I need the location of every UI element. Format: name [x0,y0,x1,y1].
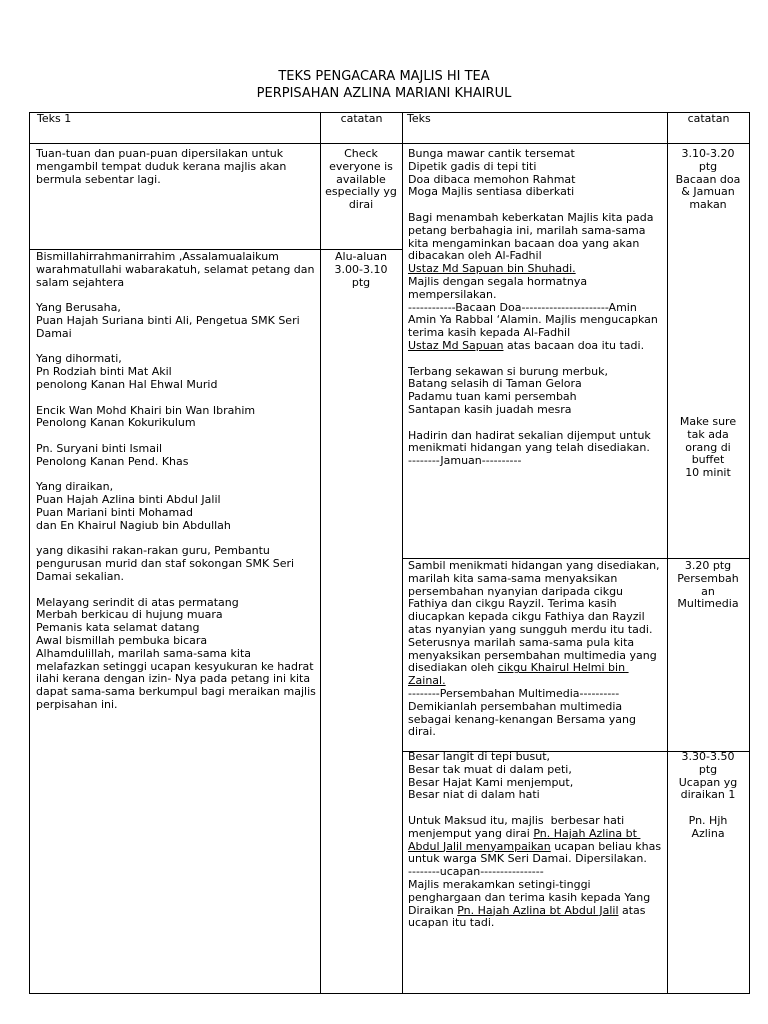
left-row1-note: Check everyone is available especially yg dirai [325,147,401,212]
right-block2-text [408,560,663,739]
right-block1-text [408,148,663,468]
right-block1-pantun1: Bunga mawar cantik tersemat Dipetik gadis di tepi titi Doa dibaca memohon Rahmat Moga Majlis sentiasa diberkati [408,147,576,199]
right-block3-note: 3.30-3.50 ptg Ucapan yg diraikan 1 Pn. Hjh Azlina [678,750,738,840]
right-block1-ustaz2: Ustaz Md Sapuan [408,338,504,352]
right-block3-para2-tail: atas ucapan itu tadi. [408,903,650,930]
table-divider-3 [667,112,668,994]
header-teks: Teks [407,112,431,125]
left-row1-text: Tuan-tuan dan puan-puan dipersilakan untuk mengambil tempat duduk kerana majlis akan bermula sebentar lagi. [36,147,290,186]
right-block3-text [408,751,663,930]
table-divider-1 [320,112,321,994]
right-block2-para2: --------Persembahan Multimedia---------- Demikianlah persembahan multimedia sebagai kenang-kenangan Bersama yang dirai. [408,686,636,739]
header-teks-1: Teks 1 [37,112,72,125]
left-row2-text: Bismillahirrahmanirrahim ,Assalamualaikum warahmatullahi wabarakatuh, selamat petang dan salam sejahtera Yang Berusaha, Puan Hajah Suriana binti Ali, Pengetua SMK Seri Damai Yang dihormati, Pn Rodziah binti Mat Akil penolong Kanan Hal Ehwal Murid Encik Wan Mohd Khairi bin Wan Ibrahim Penolong Kanan Kokurikulum Pn. Suryani binti Ismail Penolong Kanan Pend. Khas Yang diraikan, Puan Hajah Azlina binti Abdul Jalil Puan Mariani binti Mohamad dan En Khairul Nagiub bin Abdullah yang dikasihi rakan-rakan guru, Pembantu pengurusan murid dan staf sokongan SMK Seri Damai sekalian. Melayang serindit di atas permatang Merbah berkicau di hujung muara Pemanis kata selamat datang Awal bismillah pembuka bicara Alhamdulillah, marilah sama-sama kita melafazkan setinggi ucapan kesyukuran ke hadrat ilahi kerana dengan izin- Nya pada petang ini kita dapat sama-sama berkumpul bagi meraikan majlis perpisahan ini. [36,250,316,711]
table-border-right [749,112,750,994]
right-block2-note: 3.20 ptg Persembah an Multimedia [677,559,739,611]
document-title [0,68,768,102]
right-block1-para2: Majlis dengan segala hormatnya mempersilakan. ------------Bacaan Doa----------------------Amin Amin Ya Rabbal ‘Alamin. Majlis mengucapkan terima kasih kepada Al-Fadhil [408,274,658,340]
header-divider [29,143,750,144]
right-block1-pantun2: Terbang sekawan si burung merbuk, Batang selasih di Taman Gelora Padamu tuan kami persembah Santapan kasih juadah mesra [408,364,608,416]
right-block3-para1-tail: ucapan beliau khas untuk warga SMK Seri Damai. Dipersilakan. --------ucapan---------------- Majlis merakamkan setingi-tinggi penghargaan dan terima kasih kepada Yang Diraikan [408,839,662,917]
right-block3-name2: Pn. Hajah Azlina bt Abdul Jalil [457,903,619,917]
right-block1-ustaz1: Ustaz Md Sapuan bin Shuhadi. [408,262,576,276]
title-line-2: PERPISAHAN AZLINA MARIANI KHAIRUL [256,86,512,101]
right-block2-name: cikgu Khairul Helmi bin Zainal. [408,661,629,688]
table-border-left [29,112,30,994]
right-block3-name1: Pn. Hajah Azlina bt Abdul Jalil menyampaikan [408,826,641,853]
right-block3-pantun: Besar langit di tepi busut, Besar tak muat di dalam peti, Besar Hajat Kami menjemput, Besar niat di dalam hati [408,750,574,802]
header-catatan-right: catatan [687,112,730,125]
right-block1-para1: Bagi menambah keberkatan Majlis kita pada petang berbahagia ini, marilah sama-sama kita mengaminkan bacaan doa yang akan dibacakan oleh Al-Fadhil [408,210,657,263]
right-block1-para2-tail: atas bacaan doa itu tadi. [503,338,645,352]
header-catatan-left: catatan [340,112,383,125]
table-border-bottom [29,993,750,994]
title-line-1: TEKS PENGACARA MAJLIS HI TEA [278,69,490,84]
right-block1-note-top: 3.10-3.20 ptg Bacaan doa & Jamuan makan [675,147,741,212]
right-block2-para1: Sambil menikmati hidangan yang disediakan, marilah kita sama-sama menyaksikan persembahan nyanyian daripada cikgu Fathiya dan cikgu Rayzil. Terima kasih diucapkan kepada cikgu Fathiya dan Rayzil atas nyanyian yang sungguh merdu itu tadi. Seterusnya marilah sama-sama pula kita menyaksikan persembahan multimedia yang disediakan oleh [408,559,660,675]
left-row2-note: Alu-aluan 3.00-3.10 ptg [334,250,388,289]
right-block1-note-bottom: Make sure tak ada orang di buffet 10 minit [679,415,737,480]
table-divider-2 [402,112,403,994]
script-table [29,112,750,994]
right-block1-para3: Hadirin dan hadirat sekalian dijemput untuk menikmati hidangan yang telah disediakan. --------Jamuan---------- [408,428,651,468]
right-block3-para1: Untuk Maksud itu, majlis berbesar hati menjemput yang dirai [408,813,628,840]
